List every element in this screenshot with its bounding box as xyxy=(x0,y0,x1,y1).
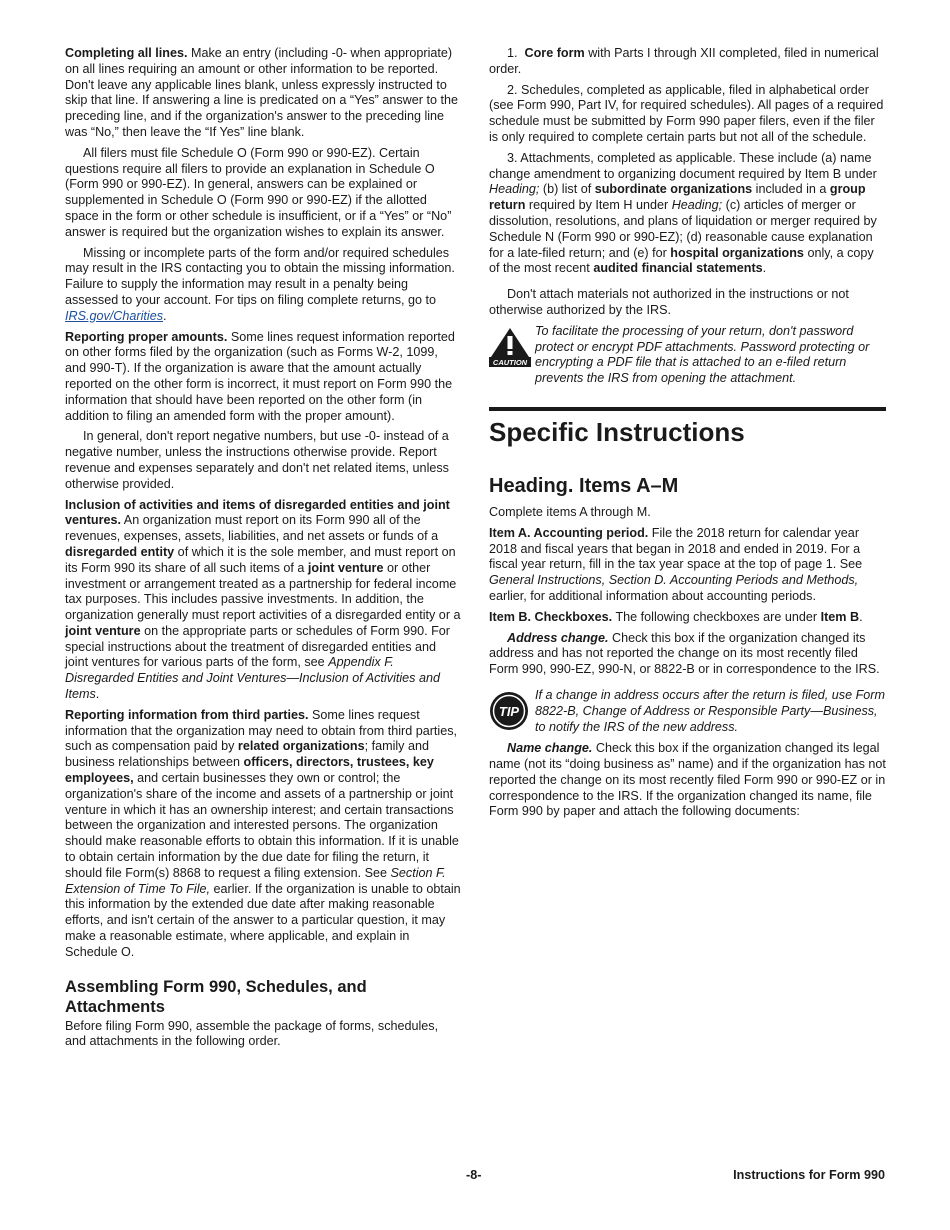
item-b-paragraph: Item B. Checkboxes. The following checkboxes are under Item B. xyxy=(489,609,863,624)
list-item-attachments: 3. Attachments, completed as applicable. These include (a) name change amendment to organizing document required by Item B under Heading; (b) list of subordinate organizations included in a group return required by Item H under Heading; (c) articles of merger or dissolution, resolutions, and plans of liquidation or merger required by Schedule N (Form 990 or 990-EZ); (d) reasonable cause explanation for a late-filed return; and (e) for hospital organizations only, a copy of the most recent audited financial statements. xyxy=(489,150,877,276)
completing-all-lines-title: Completing all lines. xyxy=(65,46,188,60)
item-b-title: Item B. Checkboxes. xyxy=(489,609,613,624)
name-change-paragraph: Name change. Check this box if the organization changed its legal name (not its “doing business as” name) and if the organization has not reported the change on its most recently filed Form 990 or 990-EZ or in correspondence to the IRS. If the organization changed its name, file Form 990 by paper and attach the following documents: xyxy=(489,741,886,819)
assembling-paragraph: Before filing Form 990, assemble the package of forms, schedules, and attachments in the following order. xyxy=(65,1018,439,1049)
third-parties-title: Reporting information from third parties. xyxy=(65,707,309,722)
caution-text: To facilitate the processing of your return, don't password protect or encrypt PDF attachments. Password protecting or encrypting a PDF file that is attached to an e-filed return prevents the IRS from opening the attachment. xyxy=(535,323,870,386)
footer-title: Instructions for Form 990 xyxy=(733,1168,885,1182)
list-item-schedules: 2. Schedules, completed as applicable, filed in alphabetical order (see Form 990, Part IV, for required schedules). All pages of a required schedule must be submitted by Form 990 paper filers, even if the filer is only required to complete certain parts but not all of the schedule. xyxy=(489,82,884,144)
irs-charities-link[interactable]: IRS.gov/Charities xyxy=(65,308,163,323)
inclusion-title: Inclusion of activities and items of disregarded entities and joint ventures. xyxy=(65,497,450,528)
specific-instructions-heading: Specific Instructions xyxy=(489,416,745,447)
tip-icon xyxy=(489,691,529,736)
tip-text: If a change in address occurs after the return is filed, use Form 8822-B, Change of Address or Responsible Party—Business, to notify the IRS of the new address. xyxy=(535,687,885,734)
right-column xyxy=(489,46,886,825)
schedule-o-paragraph: All filers must file Schedule O (Form 990 or 990-EZ). Certain questions require all filers to provide an explanation in Schedule O (Form 990 or 990-EZ). In general, answers can be explained or supplemented in Schedule O (Form 990 or 990-EZ) if the allotted space in the form or other schedule is insufficient, or if a “Yes” or “No” answer is required but the organization wishes to explain its answer. xyxy=(65,145,452,239)
item-a-paragraph: Item A. Accounting period. File the 2018 return for calendar year 2018 and fiscal years that began in 2018 and ended in 2019. For a fiscal year return, fill in the tax year space at the top of page 1. See General Instructions, Section D. Accounting Periods and Methods, earlier, for additional information about accounting periods. xyxy=(489,525,863,603)
section-rule xyxy=(489,407,886,411)
item-a-title: Item A. Accounting period. xyxy=(489,525,649,540)
negative-numbers-paragraph: In general, don't report negative numbers, but use -0- instead of a negative number, unless the instructions otherwise provide. Report revenue and expenses separately and don't net related items, unless otherwise provided. xyxy=(65,429,449,491)
heading-items-heading: Heading. Items A–M xyxy=(489,474,679,497)
list-item-core-form: 1. Core form with Parts I through XII completed, filed in numerical order. xyxy=(489,46,879,76)
caution-icon xyxy=(489,327,531,372)
name-change-title: Name change. xyxy=(507,741,593,756)
left-column xyxy=(65,46,461,1055)
completing-all-lines-paragraph: Completing all lines. Make an entry (including -0- when appropriate) on all lines requiring an amount or other information to be reported. Don't leave any applicable lines blank, unless expressly instructed to skip that line. If answering a line is predicated on a “Yes” answer to the preceding line, and if the organization's answer to the preceding line was “No,” then leave the “If Yes” line blank. xyxy=(65,46,458,139)
svg-text:TIP: TIP xyxy=(498,703,520,719)
page-number: -8- xyxy=(466,1168,482,1182)
svg-text:CAUTION: CAUTION xyxy=(492,357,528,367)
tip-note xyxy=(489,688,886,735)
missing-information-paragraph: Missing or incomplete parts of the form and/or required schedules may result in the IRS contacting you to obtain the missing information. Failure to supply the information may result in a penalty being assessed to your account. For tips on filing complete returns, go to IRS.gov/Charities. xyxy=(65,245,455,323)
address-change-title: Address change. xyxy=(507,630,609,645)
reporting-proper-amounts-title: Reporting proper amounts. xyxy=(65,329,228,344)
assembling-heading: Assembling Form 990, Schedules, and Attachments xyxy=(65,977,367,1016)
third-parties-paragraph: Reporting information from third parties. Some lines request information that the organization may need to obtain from third parties, such as compensation paid by related organizations; family and business relationships between officers, directors, trustees, key employees, and certain businesses they own or control; the organization's share of the income and assets of a partnership or joint venture in which it has an ownership interest; and certain transactions between the organization and interested persons. The organization should make reasonable efforts to obtain this information. If it is unable to obtain certain information by the due date for filing the return, it should file Form(s) 8868 to request a filing extension. See Section F. Extension of Time To File, earlier. If the organization is unable to obtain this information by the extended due date after making reasonable efforts, and isn't certain of the answer to a particular question, it may make a reasonable estimate, where applicable, and explain in Schedule O. xyxy=(65,707,461,959)
address-change-paragraph: Address change. Check this box if the organization changed its address and has not reported the change on its most recently filed Form 990, 990-EZ, 990-N, or 8822-B or in correspondence to the IRS. xyxy=(489,630,880,677)
complete-items-paragraph: Complete items A through M. xyxy=(489,504,651,519)
caution-note xyxy=(489,324,886,387)
dont-attach-paragraph: Don't attach materials not authorized in the instructions or not otherwise authorized by the IRS. xyxy=(489,287,849,317)
reporting-proper-amounts-paragraph: Reporting proper amounts. Some lines request information reported on other forms filed by the organization (such as Forms W-2, 1099, and 990-T). If the organization is aware that the amount actually reported on the other form is incorrect, it must report on Form 990 the information that should have been reported on the other form (in addition to filing an amended form with the proper amount). xyxy=(65,329,455,423)
inclusion-paragraph: Inclusion of activities and items of disregarded entities and joint ventures. An organization must report on its Form 990 all of the revenues, expenses, assets, liabilities, and net assets or funds of a disregarded entity of which it is the sole member, and must report on its Form 990 its share of all such items of a joint venture or other investment or arrangement treated as a partnership for federal income tax purposes. This includes passive investments. In addition, the organization generally must report activities of a disregarded entity or a joint venture on the appropriate parts or schedules of Form 990. For special instructions about the treatment of disregarded entities and joint ventures for various parts of the form, see Appendix F. Disregarded Entities and Joint Ventures—Inclusion of Activities and Items. xyxy=(65,497,461,702)
